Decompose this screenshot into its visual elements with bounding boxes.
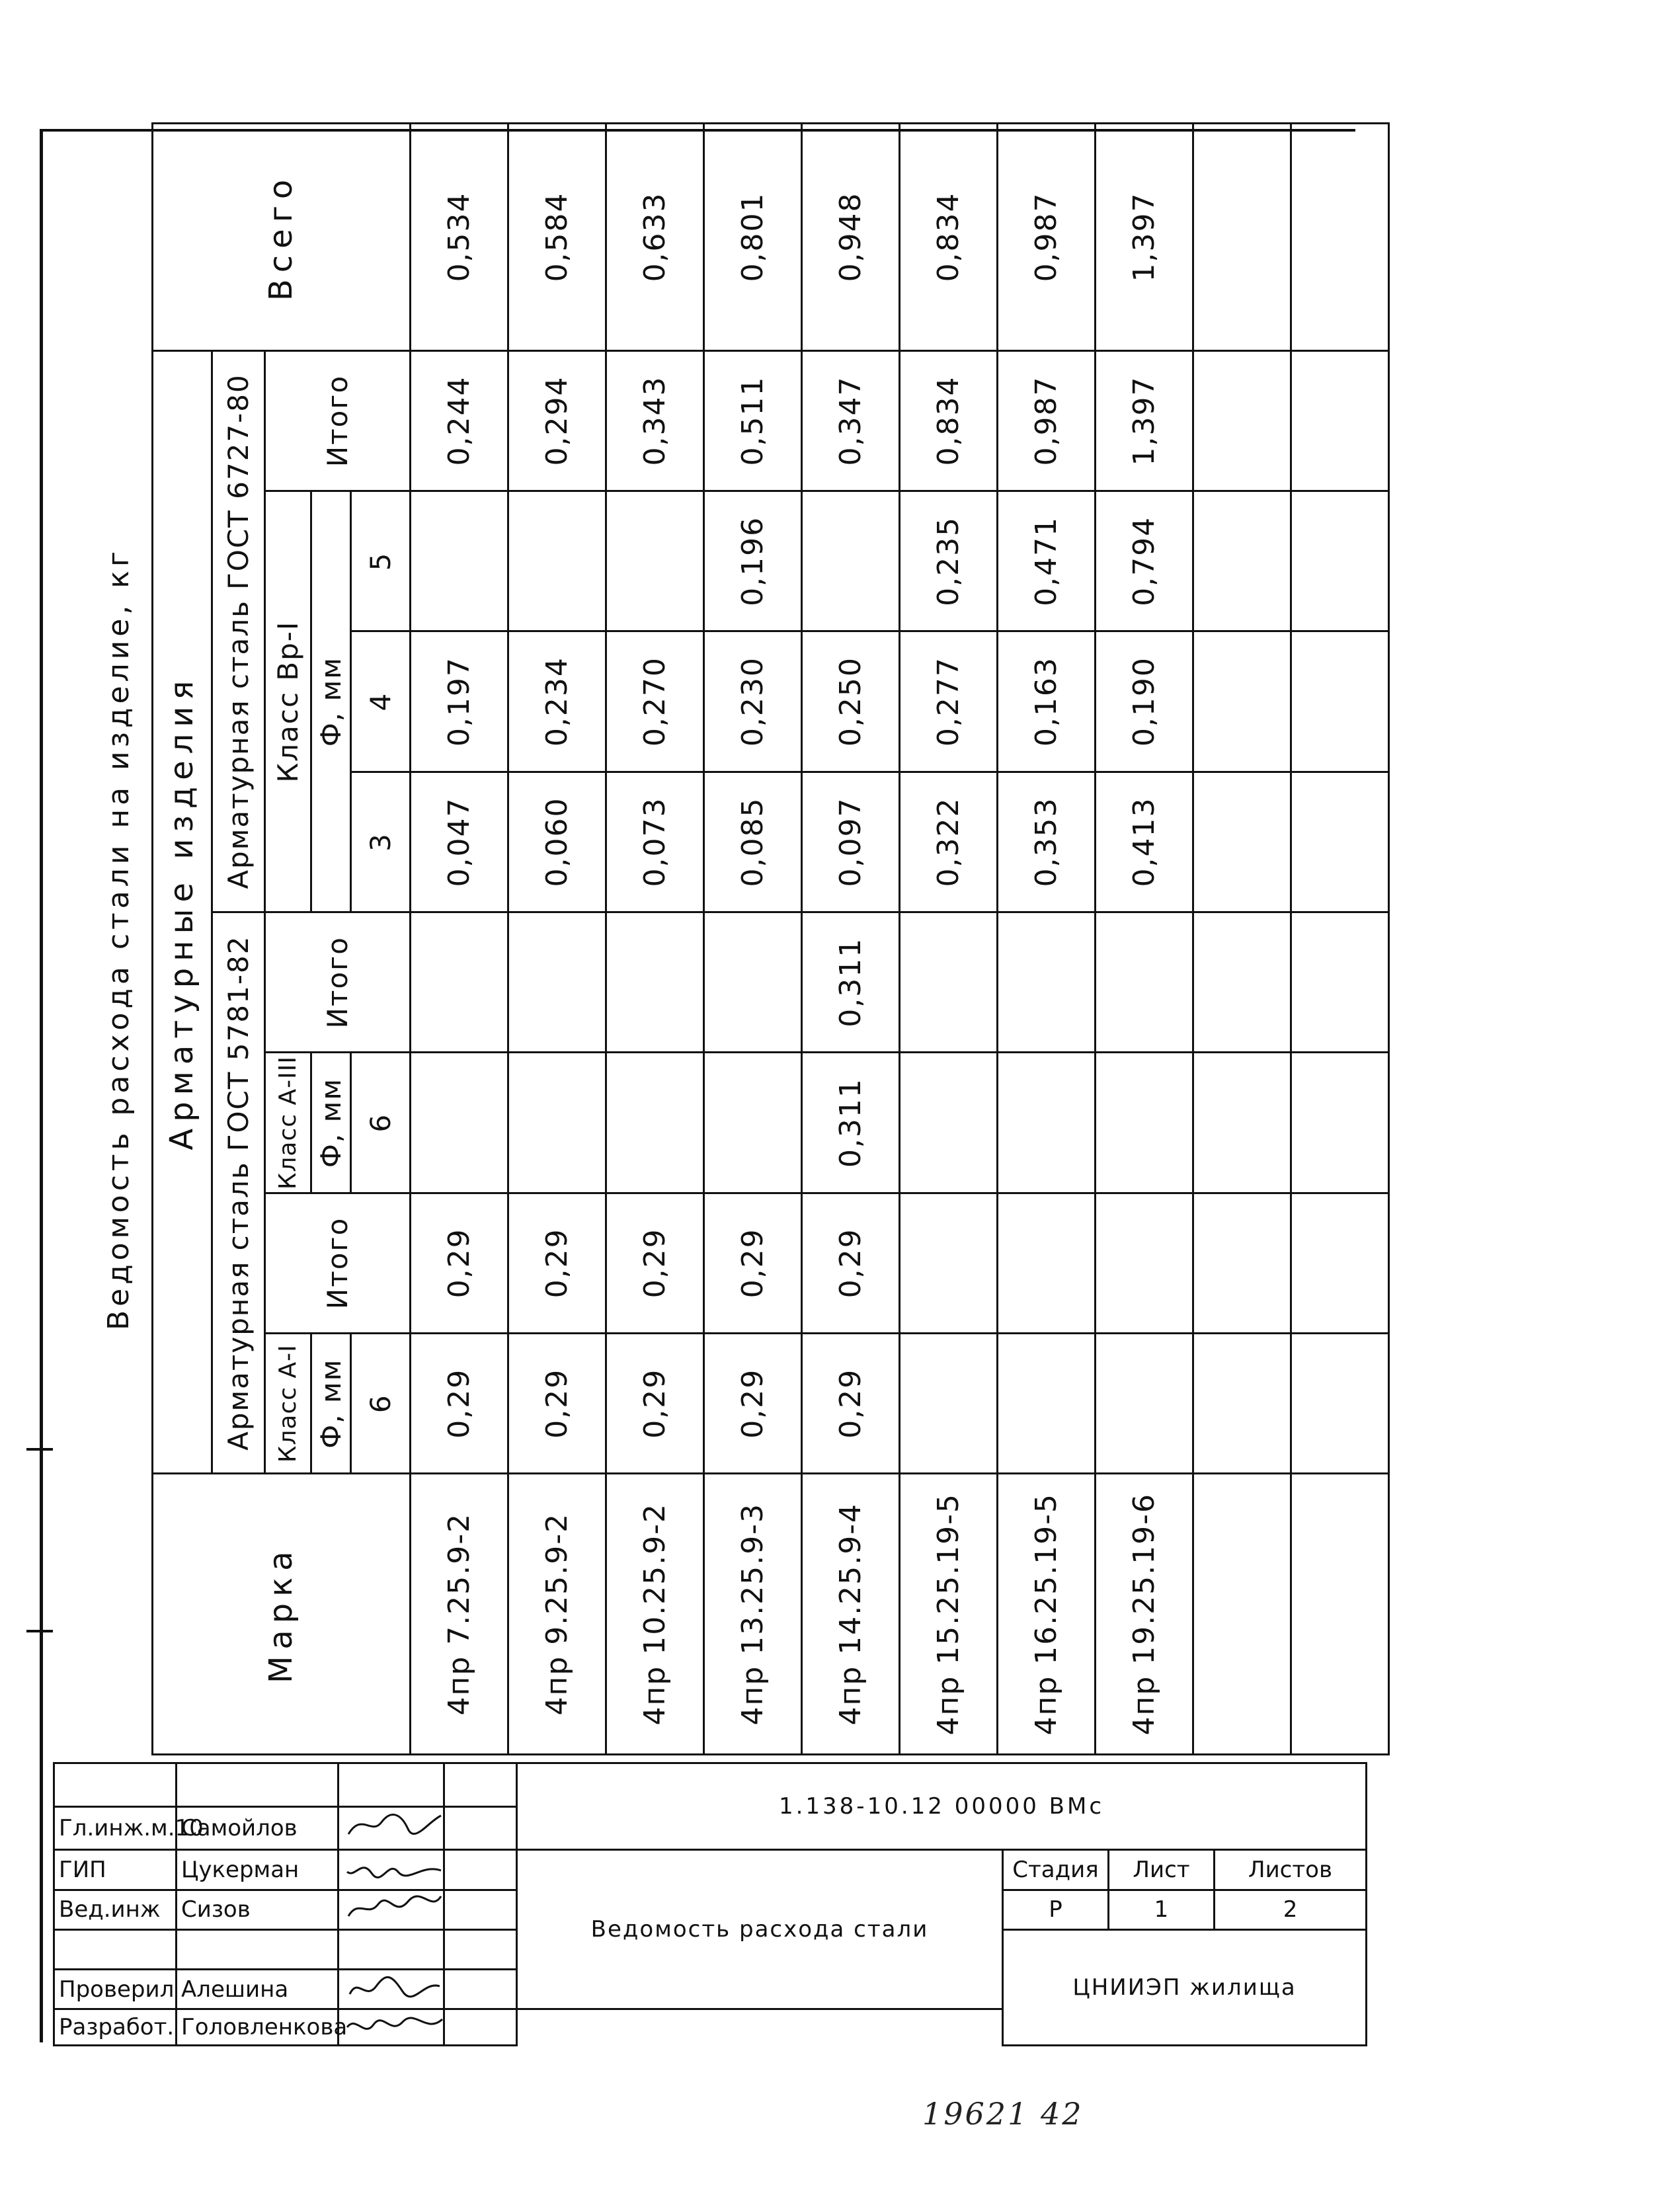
header-diam-bp-5: 5: [350, 491, 410, 631]
cell-ai-t: [997, 1193, 1095, 1333]
cell-ai6: 0,29: [606, 1334, 703, 1474]
cell-aiii6: [1291, 1053, 1388, 1193]
table-row: [606, 124, 703, 1755]
cell-aiii-t: [1291, 912, 1388, 1053]
sheet-value: 1: [1109, 1890, 1215, 1929]
cell-bp-t: [1193, 350, 1291, 491]
cell-total: [1193, 124, 1291, 351]
cell-aiii-t: [997, 912, 1095, 1053]
table-row: [1291, 124, 1388, 1755]
cell-marka: 4пр 14.25.9-4: [801, 1474, 899, 1755]
table-row: [801, 124, 899, 1755]
cell-bp4: [1291, 631, 1388, 772]
cell-bp5: [606, 491, 703, 631]
cell-bp3: [1193, 772, 1291, 912]
cell-aiii6: [508, 1053, 606, 1193]
cell-bp3: 0,322: [899, 772, 997, 912]
table-row: [410, 124, 508, 1755]
cell-aiii6: 0,311: [801, 1053, 899, 1193]
table-title: Ведомость расхода стали на изделие, кг: [86, 124, 152, 1755]
header-total: Всего: [152, 124, 410, 351]
header-phi-ai: Ф, мм: [311, 1334, 350, 1474]
table-row: [1095, 124, 1193, 1755]
header-itogo-ai: Итого: [264, 1193, 410, 1333]
cell-bp4: [1193, 631, 1291, 772]
cell-ai-t: 0,29: [606, 1193, 703, 1333]
cell-aiii6: [410, 1053, 508, 1193]
cell-bp3: [1291, 772, 1388, 912]
cell-ai-t: [1291, 1193, 1388, 1333]
cell-ai-t: 0,29: [703, 1193, 801, 1333]
cell-total: 0,834: [899, 124, 997, 351]
cell-bp3: 0,085: [703, 772, 801, 912]
stamp-role: ГИП: [54, 1850, 177, 1890]
cell-ai6: [997, 1334, 1095, 1474]
cell-ai6: [1193, 1334, 1291, 1474]
table-row: [508, 124, 606, 1755]
cell-marka: 4пр 16.25.19-5: [997, 1474, 1095, 1755]
sheets-label: Листов: [1215, 1850, 1367, 1890]
cell-bp3: 0,047: [410, 772, 508, 912]
cell-bp3: 0,060: [508, 772, 606, 912]
cell-ai6: [899, 1334, 997, 1474]
cell-aiii-t: [1193, 912, 1291, 1053]
cell-aiii-t: [703, 912, 801, 1053]
margin-tick: [26, 1630, 53, 1632]
header-std-bp: Арматурная сталь ГОСТ 6727-80: [212, 350, 264, 912]
cell-bp4: 0,230: [703, 631, 801, 772]
cell-marka: 4пр 9.25.9-2: [508, 1474, 606, 1755]
stamp-name: Алешина: [177, 1969, 339, 2009]
cell-total: 1,397: [1095, 124, 1193, 351]
cell-bp4: 0,190: [1095, 631, 1193, 772]
header-diam-bp-3: 3: [350, 772, 410, 912]
cell-marka: 4пр 13.25.9-3: [703, 1474, 801, 1755]
header-itogo-aiii: Итого: [264, 912, 410, 1053]
rotated-table-container: [86, 122, 1342, 1755]
cell-ai6: [1095, 1334, 1193, 1474]
cell-bp-t: 0,347: [801, 350, 899, 491]
cell-bp3: 0,413: [1095, 772, 1193, 912]
stage-label: Стадия: [1003, 1850, 1109, 1890]
cell-aiii6: [606, 1053, 703, 1193]
cell-bp-t: 1,397: [1095, 350, 1193, 491]
steel-consumption-table: [86, 122, 1390, 1755]
title-block: [53, 1762, 1365, 2046]
cell-ai-t: 0,29: [801, 1193, 899, 1333]
cell-aiii-t: [899, 912, 997, 1053]
title-block-table: [53, 1762, 1367, 2046]
signature: [339, 1969, 444, 2009]
table-row: [997, 124, 1095, 1755]
cell-marka: 4пр 19.25.19-6: [1095, 1474, 1193, 1755]
cell-ai-t: 0,29: [508, 1193, 606, 1333]
cell-bp5: [410, 491, 508, 631]
cell-bp5: [1291, 491, 1388, 631]
signature: [339, 2009, 444, 2046]
cell-aiii6: [1095, 1053, 1193, 1193]
cell-bp4: 0,197: [410, 631, 508, 772]
cell-bp5: 0,196: [703, 491, 801, 631]
signature: [339, 1806, 444, 1850]
header-diam-bp-4: 4: [350, 631, 410, 772]
cell-aiii6: [997, 1053, 1095, 1193]
stamp-role: Вед.инж: [54, 1890, 177, 1929]
cell-bp4: 0,270: [606, 631, 703, 772]
cell-bp-t: [1291, 350, 1388, 491]
cell-total: 0,987: [997, 124, 1095, 351]
cell-bp3: 0,073: [606, 772, 703, 912]
cell-total: 0,633: [606, 124, 703, 351]
document-code: 1.138-10.12 00000 ВМс: [517, 1763, 1367, 1850]
cell-bp5: [1193, 491, 1291, 631]
cell-aiii-t: [606, 912, 703, 1053]
cell-bp3: 0,097: [801, 772, 899, 912]
cell-ai6: [1291, 1334, 1388, 1474]
cell-bp-t: 0,244: [410, 350, 508, 491]
cell-marka: 4пр 10.25.9-2: [606, 1474, 703, 1755]
cell-marka: [1291, 1474, 1388, 1755]
cell-ai-t: [1193, 1193, 1291, 1333]
sheets-value: 2: [1215, 1890, 1367, 1929]
steel-table-area: [86, 122, 1342, 1755]
cell-bp-t: 0,343: [606, 350, 703, 491]
cell-ai6: 0,29: [410, 1334, 508, 1474]
cell-total: 0,584: [508, 124, 606, 351]
cell-ai6: 0,29: [801, 1334, 899, 1474]
header-marka: Марка: [152, 1474, 410, 1755]
sheet-label: Лист: [1109, 1850, 1215, 1890]
cell-aiii-t: 0,311: [801, 912, 899, 1053]
cell-bp-t: 0,511: [703, 350, 801, 491]
stamp-name: Цукерман: [177, 1850, 339, 1890]
header-class-aiii: Класс А-III: [264, 1053, 311, 1193]
cell-aiii6: [1193, 1053, 1291, 1193]
cell-ai-t: [1095, 1193, 1193, 1333]
cell-ai-t: 0,29: [410, 1193, 508, 1333]
cell-bp4: 0,163: [997, 631, 1095, 772]
cell-aiii-t: [410, 912, 508, 1053]
cell-bp5: 0,471: [997, 491, 1095, 631]
cell-bp4: 0,250: [801, 631, 899, 772]
header-itogo-bp: Итого: [264, 350, 410, 491]
cell-bp3: 0,353: [997, 772, 1095, 912]
stamp-role: Гл.инж.м.10: [54, 1806, 177, 1850]
header-diam-ai-6: 6: [350, 1334, 410, 1474]
cell-bp5: 0,794: [1095, 491, 1193, 631]
handwritten-note: 19621 42: [922, 2096, 1084, 2132]
cell-aiii6: [703, 1053, 801, 1193]
cell-bp-t: 0,834: [899, 350, 997, 491]
header-class-bp: Класс Вр-I: [264, 491, 311, 912]
cell-ai6: 0,29: [508, 1334, 606, 1474]
header-phi-aiii: Ф, мм: [311, 1053, 350, 1193]
table-row: [703, 124, 801, 1755]
table-row: [1193, 124, 1291, 1755]
header-std-ai: Арматурная сталь ГОСТ 5781-82: [212, 912, 264, 1474]
stamp-role: Разработ.: [54, 2009, 177, 2046]
cell-total: 0,948: [801, 124, 899, 351]
margin-tick: [26, 1448, 53, 1451]
cell-total: 0,801: [703, 124, 801, 351]
cell-bp5: [801, 491, 899, 631]
cell-marka: 4пр 15.25.19-5: [899, 1474, 997, 1755]
header-group: Арматурные изделия: [152, 350, 212, 1474]
cell-marka: [1193, 1474, 1291, 1755]
signature: [339, 1890, 444, 1929]
cell-bp5: [508, 491, 606, 631]
stamp-name: Головленкова: [177, 2009, 339, 2046]
cell-bp-t: 0,294: [508, 350, 606, 491]
document-name: Ведомость расхода стали: [517, 1850, 1003, 2009]
header-class-ai: Класс А-I: [264, 1334, 311, 1474]
cell-aiii-t: [508, 912, 606, 1053]
organization: ЦНИИЭП жилища: [1003, 1929, 1367, 2045]
stamp-role: Проверил: [54, 1969, 177, 2009]
cell-bp5: 0,235: [899, 491, 997, 631]
cell-bp4: 0,234: [508, 631, 606, 772]
cell-total: [1291, 124, 1388, 351]
cell-bp-t: 0,987: [997, 350, 1095, 491]
stamp-name: Самойлов: [177, 1806, 339, 1850]
stage-value: Р: [1003, 1890, 1109, 1929]
stamp-name: Сизов: [177, 1890, 339, 1929]
cell-aiii-t: [1095, 912, 1193, 1053]
cell-ai6: 0,29: [703, 1334, 801, 1474]
table-row: [899, 124, 997, 1755]
table-body: [410, 124, 1388, 1755]
cell-total: 0,534: [410, 124, 508, 351]
cell-bp4: 0,277: [899, 631, 997, 772]
cell-aiii6: [899, 1053, 997, 1193]
signature: [339, 1850, 444, 1890]
cell-marka: 4пр 7.25.9-2: [410, 1474, 508, 1755]
cell-ai-t: [899, 1193, 997, 1333]
header-diam-aiii-6: 6: [350, 1053, 410, 1193]
header-phi-bp: Ф, мм: [311, 491, 350, 912]
